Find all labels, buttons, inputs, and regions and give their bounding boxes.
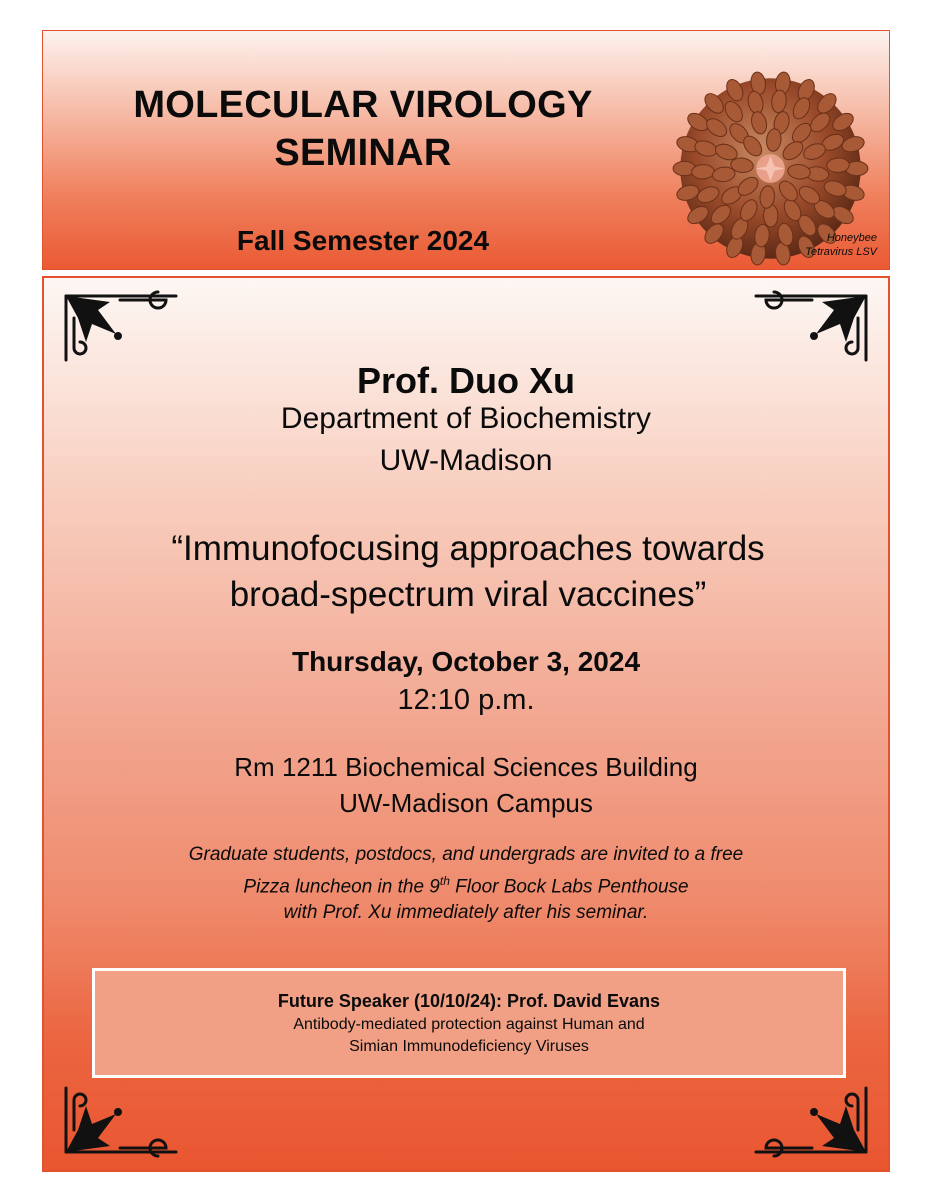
main-panel xyxy=(42,276,890,1172)
header-banner xyxy=(42,30,890,270)
semester-label: Fall Semester 2024 xyxy=(236,225,490,256)
talk-campus: UW-Madison Campus xyxy=(339,788,593,818)
corner-ornament-icon xyxy=(58,288,188,368)
talk-date: Thursday, October 3, 2024 xyxy=(291,646,641,677)
image-caption: Honeybee Tetravirus LSV xyxy=(805,232,877,258)
future-speaker-heading: Future Speaker (10/10/24): Prof. David Evans xyxy=(277,991,661,1011)
talk-room: Rm 1211 Biochemical Sciences Building xyxy=(234,752,698,782)
talk-title: “Immunofocusing approaches towards broad-spectrum viral vaccines” xyxy=(171,529,765,614)
speaker-university: UW-Madison xyxy=(379,444,553,477)
corner-ornament-icon xyxy=(744,1080,874,1160)
invitation-text: Graduate students, postdocs, and undergrads are invited to a free Pizza luncheon in the 9th Floor Bock Labs Penthouse with Prof. Xu immediately after his seminar. xyxy=(188,844,744,924)
corner-ornament-icon xyxy=(744,288,874,368)
speaker-name: Prof. Duo Xu xyxy=(357,360,575,401)
seminar-title: MOLECULAR VIROLOGY SEMINAR xyxy=(133,84,593,174)
talk-time: 12:10 p.m. xyxy=(397,684,535,716)
future-speaker-topic: Antibody-mediated protection against Human and Simian Immunodeficiency Viruses xyxy=(293,1016,645,1055)
corner-ornament-icon xyxy=(58,1080,188,1160)
speaker-department: Department of Biochemistry xyxy=(280,402,652,435)
future-speaker-box xyxy=(92,968,846,1078)
